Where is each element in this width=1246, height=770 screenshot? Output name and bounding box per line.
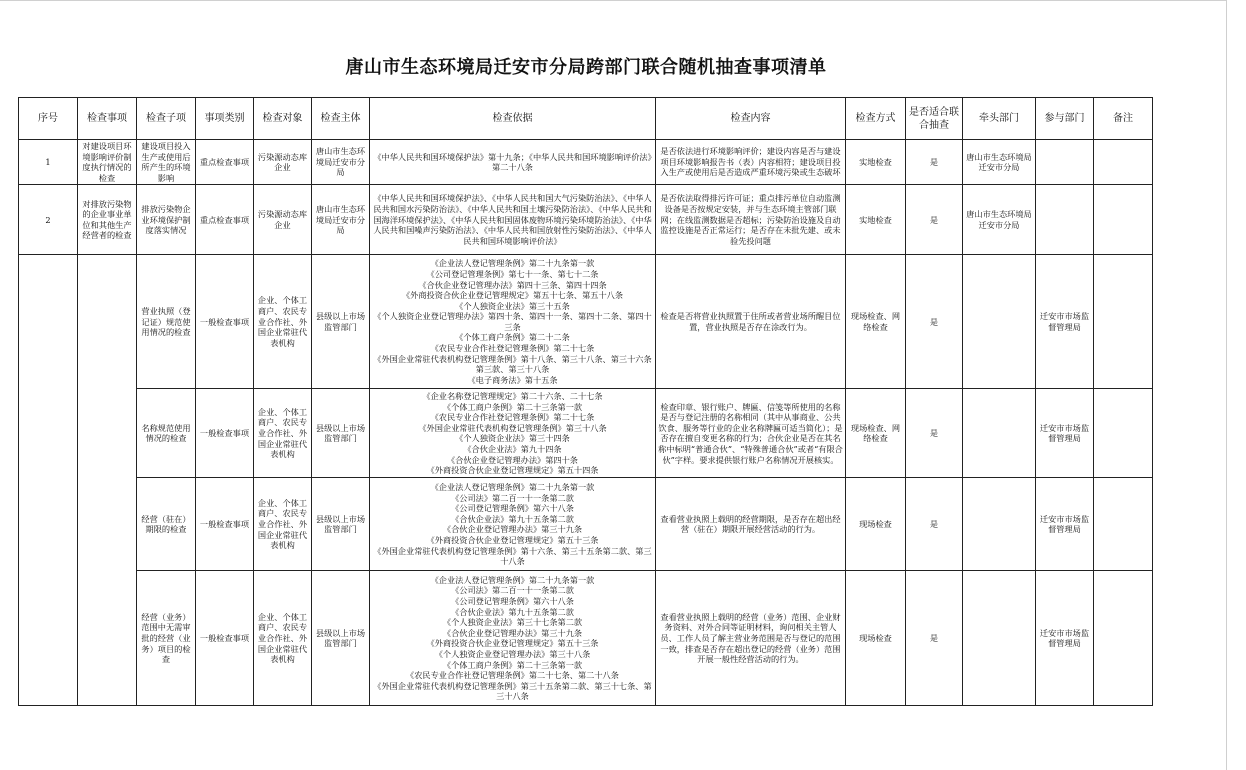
basis-line: 《农民专业合作社登记管理条例》第二十七条、第二十八条	[406, 670, 619, 681]
header-cell: 检查事项	[78, 98, 137, 140]
basis-line: 《合伙企业登记管理办法》第四十三条、第四十四条	[418, 279, 607, 290]
inspection-content: 查看营业执照上载明的经营（业务）范围、企业财务资料、对外合同等证明材料，询问相关主管人员、工作人员了解主营业务范围是否与登记的范围一致，排查是否存在超出登记的经营（业务）范围开展一般性经营活动的行为。	[656, 571, 846, 706]
lead-department: 唐山市生态环境局迁安市分局	[963, 140, 1036, 185]
participant-department: 迁安市市场监督管理局	[1036, 255, 1094, 389]
inspection-content: 检查是否将营业执照置于住所或者营业场所醒目位置，营业执照是否存在涂改行为。	[656, 255, 846, 389]
header-cell: 检查主体	[312, 98, 370, 140]
basis-line: 《外商投资合伙企业登记管理规定》第五十三条	[426, 534, 599, 545]
inspection-method: 现场检查	[846, 478, 906, 571]
basis-line: 《外商投资合伙企业登记管理规定》第五十七条、第五十八条	[401, 290, 624, 301]
row-number: 1	[19, 140, 78, 185]
lead-department	[963, 255, 1036, 389]
inspection-object: 企业、个体工商户、农民专业合作社、外国企业常驻代表机构	[254, 478, 312, 571]
inspection-subitem: 经营（业务）范围中无需审批的经营（业务）项目的检查	[137, 571, 196, 706]
lead-department	[963, 389, 1036, 478]
participant-department: 迁安市市场监督管理局	[1036, 389, 1094, 478]
row-number: 2	[19, 185, 78, 255]
header-cell: 备注	[1094, 98, 1153, 140]
basis-line: 《外国企业常驻代表机构登记管理条例》第三十八条	[418, 422, 607, 433]
basis-line: 《企业法人登记管理条例》第二十九条第一款	[430, 258, 595, 269]
basis-line: 《外国企业常驻代表机构登记管理条例》第十八条、第三十八条、第三十六条第三款、第三十八条	[373, 353, 652, 375]
inspection-subject: 唐山市生态环境局迁安市分局	[312, 140, 370, 185]
participant-department: 迁安市市场监督管理局	[1036, 571, 1094, 706]
inspection-table	[18, 97, 1153, 706]
remark	[1094, 185, 1153, 255]
page-title: 唐山市生态环境局迁安市分局跨部门联合随机抽查事项清单	[345, 57, 827, 78]
header-cell: 事项类别	[196, 98, 254, 140]
participant-department: 迁安市市场监督管理局	[1036, 478, 1094, 571]
basis-line: 《外商投资合伙企业登记管理规定》第五十三条	[426, 638, 599, 649]
top-border-line	[0, 0, 1226, 1]
item-category: 一般检查事项	[196, 478, 254, 571]
inspection-basis	[370, 478, 656, 571]
inspection-object: 企业、个体工商户、农民专业合作社、外国企业常驻代表机构	[254, 389, 312, 478]
lead-department: 唐山市生态环境局迁安市分局	[963, 185, 1036, 255]
inspection-basis	[370, 255, 656, 389]
table-row	[19, 389, 1153, 478]
inspection-item: 对建设项目环境影响评价制度执行情况的检查	[78, 140, 137, 185]
inspection-subitem: 经营（驻在）期限的检查	[137, 478, 196, 571]
basis-line: 《公司登记管理条例》第七十一条、第七十二条	[426, 268, 599, 279]
header-cell: 是否适合联合抽查	[906, 98, 963, 140]
basis-line: 《个人独资企业法》第三十七条第二款	[442, 617, 583, 628]
inspection-method: 现场检查	[846, 571, 906, 706]
inspection-method: 实地检查	[846, 185, 906, 255]
basis-line: 《农民专业合作社登记管理条例》第二十七条	[430, 343, 595, 354]
joint-inspection: 是	[906, 140, 963, 185]
basis-line: 《外国企业常驻代表机构登记管理条例》第三十五条第二款、第三十七条、第三十八条	[373, 680, 652, 702]
inspection-subitem: 名称规范使用情况的检查	[137, 389, 196, 478]
participant-department	[1036, 140, 1094, 185]
basis-line: 《企业法人登记管理条例》第二十九条第一款	[430, 574, 595, 585]
item-category: 重点检查事项	[196, 140, 254, 185]
item-category: 一般检查事项	[196, 571, 254, 706]
row-number	[19, 255, 78, 706]
joint-inspection: 是	[906, 185, 963, 255]
header-row	[19, 98, 1153, 140]
header-cell: 牵头部门	[963, 98, 1036, 140]
inspection-object: 企业、个体工商户、农民专业合作社、外国企业常驻代表机构	[254, 571, 312, 706]
remark	[1094, 389, 1153, 478]
header-cell: 参与部门	[1036, 98, 1094, 140]
table-row	[19, 255, 1153, 389]
item-category: 一般检查事项	[196, 255, 254, 389]
inspection-subitem: 建设项目投入生产或使用后所产生的环境影响	[137, 140, 196, 185]
basis-line: 《企业名称登记管理规定》第二十六条、二十七条	[422, 391, 603, 401]
inspection-object: 污染源动态库企业	[254, 185, 312, 255]
inspection-item	[78, 255, 137, 706]
remark	[1094, 140, 1153, 185]
remark	[1094, 478, 1153, 571]
basis-line: 《合伙企业登记管理办法》第三十九条	[442, 524, 583, 535]
header-cell: 检查依据	[370, 98, 656, 140]
inspection-subitem: 排放污染物企业环境保护制度落实情况	[137, 185, 196, 255]
basis-line: 《个体工商户条例》第二十二条	[455, 332, 570, 343]
inspection-subject: 县级以上市场监管部门	[312, 571, 370, 706]
inspection-subject: 唐山市生态环境局迁安市分局	[312, 185, 370, 255]
basis-line: 《企业法人登记管理条例》第二十九条第一款	[430, 482, 595, 492]
header-cell: 检查内容	[656, 98, 846, 140]
basis-line: 《个人独资企业登记管理办法》第三十八条	[434, 648, 591, 659]
inspection-subitem: 营业执照（登记证）规范使用情况的检查	[137, 255, 196, 389]
inspection-basis: 《中华人民共和国环境保护法》第十九条；《中华人民共和国环境影响评价法》第二十八条	[370, 140, 656, 185]
basis-line: 《个体工商户条例》第二十三条第一款	[442, 401, 583, 412]
inspection-subject: 县级以上市场监管部门	[312, 478, 370, 571]
inspection-subject: 县级以上市场监管部门	[312, 389, 370, 478]
joint-inspection: 是	[906, 478, 963, 571]
basis-line: 《合伙企业法》第九十四条	[463, 443, 562, 454]
joint-inspection: 是	[906, 255, 963, 389]
table-row	[19, 185, 1153, 255]
basis-line: 《个人独资企业登记管理办法》第四十条、第四十一条、第四十二条、第四十三条	[373, 311, 652, 332]
header-cell: 序号	[19, 98, 78, 140]
remark	[1094, 571, 1153, 706]
inspection-item: 对排放污染物的企业事业单位和其他生产经营者的检查	[78, 185, 137, 255]
header-cell: 检查子项	[137, 98, 196, 140]
table-row	[19, 571, 1153, 706]
basis-line: 《公司登记管理条例》第六十八条	[451, 503, 574, 514]
basis-line: 《公司法》第二百一十一条第二款	[451, 585, 574, 596]
basis-line: 《合伙企业登记管理办法》第四十条	[446, 454, 578, 465]
inspection-method: 实地检查	[846, 140, 906, 185]
inspection-content: 查看营业执照上载明的经营期限，是否存在超出经营（驻在）期限开展经营活动的行为。	[656, 478, 846, 571]
joint-inspection: 是	[906, 571, 963, 706]
basis-line: 《公司法》第二百一十一条第二款	[451, 492, 574, 503]
inspection-method: 现场检查、网络检查	[846, 389, 906, 478]
inspection-content: 检查印章、银行账户、牌匾、信笺等所使用的名称是否与登记注册的名称相同（其中从事商业、公共饮食、服务等行业的企业名称牌匾可适当简化）；是否存在擅自变更名称的行为；合伙企业是否在其名称中标明“普通合伙”、“特殊普通合伙”或者“有限合伙”字样。要求提供银行账户名称情况开展核实。	[656, 389, 846, 478]
lead-department	[963, 571, 1036, 706]
basis-line: 《电子商务法》第十五条	[467, 374, 558, 385]
page-edge-line	[1226, 0, 1227, 770]
inspection-basis	[370, 389, 656, 478]
lead-department	[963, 478, 1036, 571]
inspection-object: 污染源动态库企业	[254, 140, 312, 185]
inspection-method: 现场检查、网络检查	[846, 255, 906, 389]
header-cell: 检查对象	[254, 98, 312, 140]
basis-line: 《合伙企业登记管理办法》第三十九条	[442, 627, 583, 638]
table-row	[19, 478, 1153, 571]
item-category: 一般检查事项	[196, 389, 254, 478]
table-row	[19, 140, 1153, 185]
basis-line: 《公司登记管理条例》第六十八条	[451, 596, 574, 606]
basis-line: 《农民专业合作社登记管理条例》第二十七条	[430, 412, 595, 423]
participant-department	[1036, 185, 1094, 255]
item-category: 重点检查事项	[196, 185, 254, 255]
basis-line: 《外国企业常驻代表机构登记管理条例》第十六条、第三十五条第二款、第三十八条	[373, 545, 652, 567]
basis-line: 《合伙企业法》第九十五条第二款	[451, 606, 574, 617]
inspection-basis: 《中华人民共和国环境保护法》、《中华人民共和国大气污染防治法》、《中华人民共和国水污染防治法》、《中华人民共和国土壤污染防治法》、《中华人民共和国海洋环境保护法》、《中华人民共和国固体废物环境污染环境防治法》、《中华人民共和国噪声污染防治法》、《中华人民共和国放射性污染防治法》、《中华人民共和国环境影响评价法》	[370, 185, 656, 255]
inspection-content: 是否依法取得排污许可证；重点排污单位自动监测设备是否按规定安装，并与生态环境主管部门联网；在线监测数据是否超标；污染防治设施及自动监控设施是否正常运行；是否存在未批先建、或未验先投问题	[656, 185, 846, 255]
basis-line: 《个人独资企业法》第三十四条	[455, 433, 570, 444]
inspection-basis	[370, 571, 656, 706]
header-cell: 检查方式	[846, 98, 906, 140]
basis-line: 《个体工商户条例》第二十三条第一款	[442, 659, 583, 670]
inspection-object: 企业、个体工商户、农民专业合作社、外国企业常驻代表机构	[254, 255, 312, 389]
basis-line: 《合伙企业法》第九十五条第二款	[451, 513, 574, 524]
inspection-subject: 县级以上市场监管部门	[312, 255, 370, 389]
inspection-content: 是否依法进行环境影响评价；建设内容是否与建设项目环境影响报告书（表）内容相符；建设项目投入生产或使用后是否造成严重环境污染或生态破坏	[656, 140, 846, 185]
basis-line: 《个人独资企业法》第三十五条	[455, 300, 570, 311]
basis-line: 《外商投资合伙企业登记管理规定》第五十四条	[426, 465, 599, 476]
joint-inspection: 是	[906, 389, 963, 478]
remark	[1094, 255, 1153, 389]
